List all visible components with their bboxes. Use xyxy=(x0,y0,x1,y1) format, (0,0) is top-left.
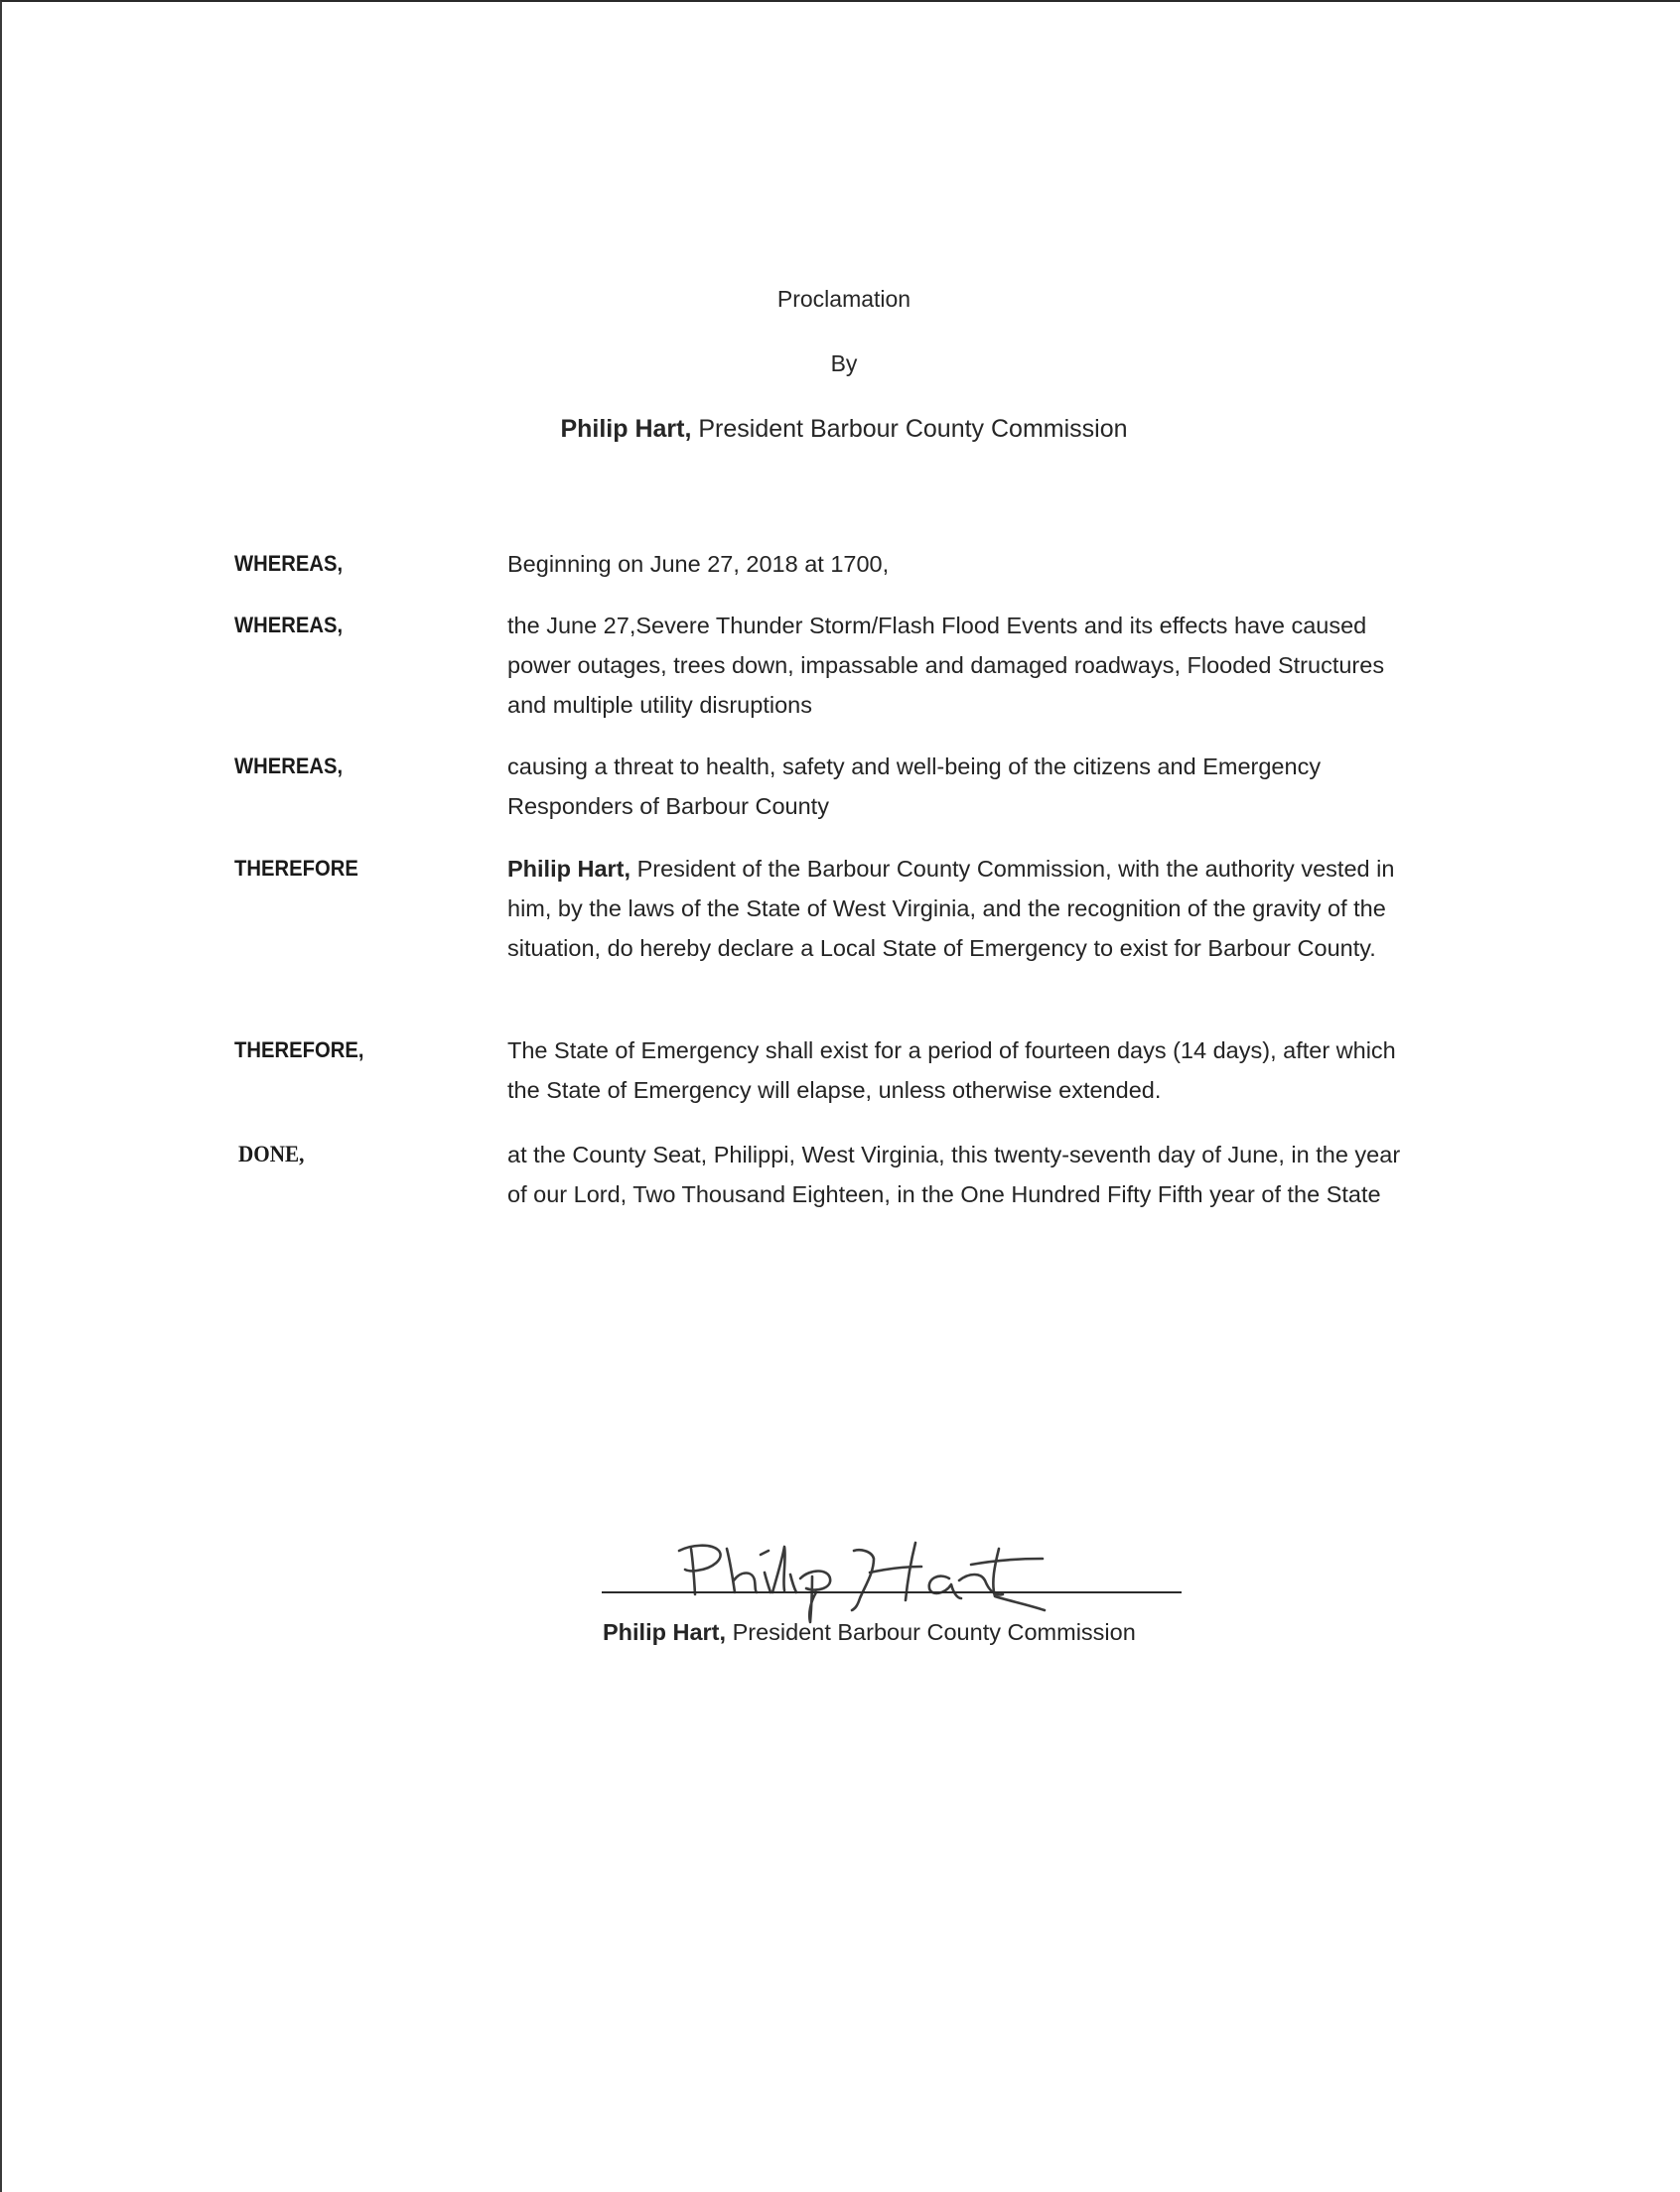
clause-label: THEREFORE xyxy=(234,856,358,881)
document-title: Proclamation xyxy=(776,286,911,312)
signer-name: Philip Hart, xyxy=(603,1619,727,1645)
signature-line xyxy=(602,1591,1182,1593)
clause-label: THEREFORE, xyxy=(234,1037,364,1062)
clause-label: WHEREAS, xyxy=(234,754,344,778)
document-author-line xyxy=(4,414,1680,444)
clause-body: President of the Barbour County Commission, with the authority vested in him, by the laws of the State of West Virginia, and the recognition of the gravity of the situation, do hereby declare a Local State of Emergency to exist for Barbour County. xyxy=(507,856,1395,961)
clause-text: The State of Emergency shall exist for a period of fourteen days (14 days), after which the State of Emergency will elapse, unless otherwise extended. xyxy=(507,1037,1396,1103)
clause-text: at the County Seat, Philippi, West Virginia, this twenty-seventh day of June, in the year of our Lord, Two Thousand Eighteen, in the One Hundred Fifty Fifth year of the State xyxy=(507,1142,1401,1207)
clause-label: DONE, xyxy=(238,1142,305,1166)
clause-text: the June 27,Severe Thunder Storm/Flash Flood Events and its effects have caused power outages, trees down, impassable and damaged roadways, Flooded Structures and multiple utility disruptions xyxy=(507,613,1385,718)
signer-title: President Barbour County Commission xyxy=(726,1619,1136,1645)
clause-label: WHEREAS, xyxy=(234,551,344,576)
author-title: President Barbour County Commission xyxy=(691,415,1128,443)
clause-text: Beginning on June 27, 2018 at 1700, xyxy=(507,551,890,577)
clause-label: WHEREAS, xyxy=(234,613,344,637)
document-by-line: By xyxy=(830,350,858,376)
clause-bold-lead: Philip Hart, xyxy=(507,856,631,882)
clause-text: causing a threat to health, safety and well-being of the citizens and Emergency Responders of Barbour County xyxy=(507,754,1322,819)
author-name: Philip Hart, xyxy=(560,415,692,443)
clause-text xyxy=(507,849,1401,968)
signature-caption xyxy=(603,1617,1238,1647)
